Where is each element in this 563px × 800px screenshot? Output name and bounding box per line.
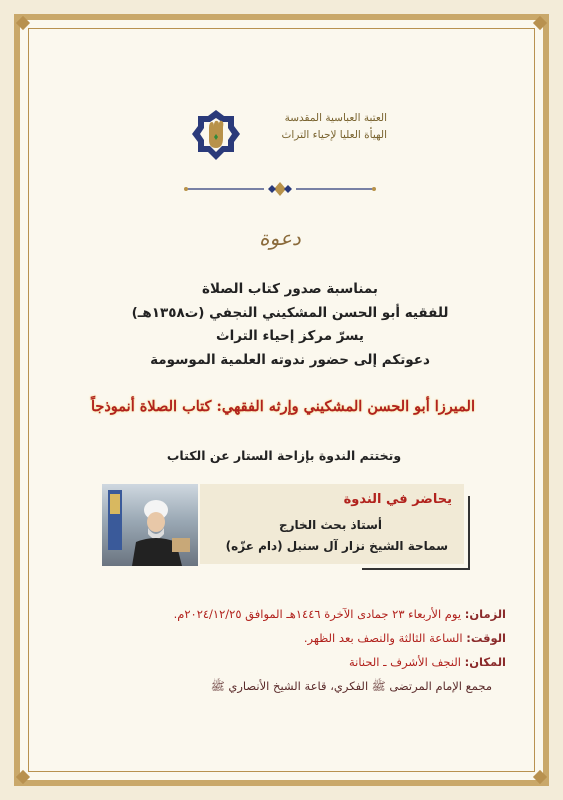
place-row — [68, 650, 506, 674]
intro-line: يسرّ مركز إحياء التراث — [216, 328, 364, 344]
org-name-line1: العتبة العباسية المقدسة — [284, 112, 387, 124]
place-label: المكان: — [464, 655, 506, 669]
org-name-line2: الهيأة العليا لإحياء التراث — [281, 129, 387, 141]
invitation-heading: دعوة — [259, 226, 301, 250]
closing-line: وتختتم الندوة بإزاحة الستار عن الكتاب — [166, 448, 402, 463]
speaker-name: سماحة الشيخ نزار آل سنبل (دام عزّه) — [225, 539, 448, 553]
date-value: يوم الأربعاء ٢٣ جمادى الآخرة ١٤٤٦هـ الموافق ٢٠٢٤/١٢/٢٥م. — [173, 607, 462, 621]
venue-row — [68, 674, 506, 698]
date-label: الزمان: — [464, 607, 506, 621]
speaker-role: أستاذ بحث الخارج — [278, 518, 382, 532]
speaker-label: يحاضر في الندوة — [343, 492, 452, 507]
intro-line: للفقيه أبو الحسن المشكيني النجفي (ت١٣٥٨هـ) — [131, 304, 449, 321]
speaker-frame-line — [362, 568, 470, 570]
intro-line: بمناسبة صدور كتاب الصلاة — [202, 281, 378, 297]
ornamental-divider — [180, 180, 380, 198]
intro-line: دعوتكم إلى حضور ندوته العلمية الموسومة — [150, 351, 430, 368]
place-value: النجف الأشرف ـ الحنانة — [349, 655, 461, 669]
event-details — [68, 602, 506, 698]
time-label: الوقت: — [466, 631, 506, 645]
date-row — [68, 602, 506, 626]
seminar-title: الميرزا أبو الحسن المشكيني وإرثه الفقهي: كتاب الصلاة أنموذجاً — [90, 398, 476, 415]
speaker-card — [102, 484, 470, 570]
org-name — [252, 110, 387, 144]
speaker-frame-line — [462, 496, 470, 570]
time-row — [68, 626, 506, 650]
speaker-photo — [102, 484, 198, 566]
time-value: الساعة الثالثة والنصف بعد الظهر. — [303, 631, 463, 645]
intro-text — [60, 278, 520, 372]
venue-value: مجمع الإمام المرتضى ﷺ الفكري، قاعة الشيخ الأنصاري ﷺ — [210, 679, 492, 693]
